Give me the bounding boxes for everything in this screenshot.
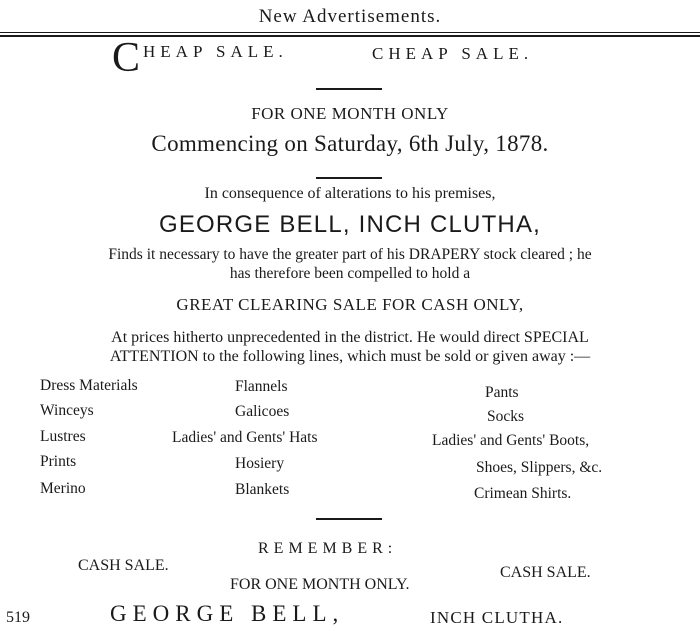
prices-line-1: At prices hitherto unprecedented in the district. He would direct SPECIAL (111, 329, 589, 346)
commencing-date: Commencing on Saturday, 6th July, 1878. (151, 131, 549, 156)
goods-col2-item: Ladies' and Gents' Hats (172, 429, 318, 446)
goods-col1-item: Merino (40, 480, 86, 497)
headline-drop-cap: C (112, 35, 141, 81)
header-rule-thick (0, 35, 700, 37)
goods-col1-item: Lustres (40, 428, 86, 445)
headline-cheap-sale-2: CHEAP SALE. (372, 44, 534, 63)
headline-cheap-sale-1: HEAP SALE. (143, 42, 288, 61)
body-line-2: has therefore been compelled to hold a (229, 265, 471, 282)
divider-short (316, 88, 382, 90)
period-footer: FOR ONE MONTH ONLY. (230, 576, 410, 593)
section-title: New Advertisements. (258, 6, 442, 27)
goods-col3-item: Socks (487, 408, 525, 425)
merchant-name: GEORGE BELL, INCH CLUTHA, (158, 211, 542, 238)
signature-name: GEORGE BELL, (110, 601, 345, 626)
period-heading: FOR ONE MONTH ONLY (251, 104, 449, 123)
header-rule (0, 32, 700, 33)
goods-col2-item: Galicoes (235, 403, 290, 420)
goods-col3-item: Crimean Shirts. (474, 485, 572, 502)
goods-col2-item: Blankets (235, 481, 290, 498)
divider-short (316, 518, 382, 520)
goods-col2-item: Hosiery (235, 455, 285, 472)
goods-col1-item: Prints (40, 453, 77, 470)
divider-short (316, 177, 382, 179)
remember-heading: REMEMBER: (258, 540, 398, 557)
prices-line-2: ATTENTION to the following lines, which must be sold or given away :— (109, 348, 591, 365)
cash-sale-right: CASH SALE. (500, 564, 591, 581)
goods-col3-item: Ladies' and Gents' Boots, (432, 432, 590, 449)
body-line-1: Finds it necessary to have the greater part of his DRAPERY stock cleared ; he (108, 246, 592, 263)
intro-line: In consequence of alterations to his premises, (204, 185, 496, 202)
ad-number: 519 (6, 609, 30, 626)
goods-col2-item: Flannels (235, 378, 288, 395)
goods-col3-item: Pants (485, 384, 519, 401)
goods-col1-item: Dress Materials (40, 377, 138, 394)
cash-sale-left: CASH SALE. (78, 557, 169, 574)
sale-title: GREAT CLEARING SALE FOR CASH ONLY, (176, 295, 524, 314)
goods-col3-item: Shoes, Slippers, &c. (476, 459, 603, 476)
goods-col1-item: Winceys (40, 402, 94, 419)
signature-place: INCH CLUTHA. (430, 608, 564, 627)
